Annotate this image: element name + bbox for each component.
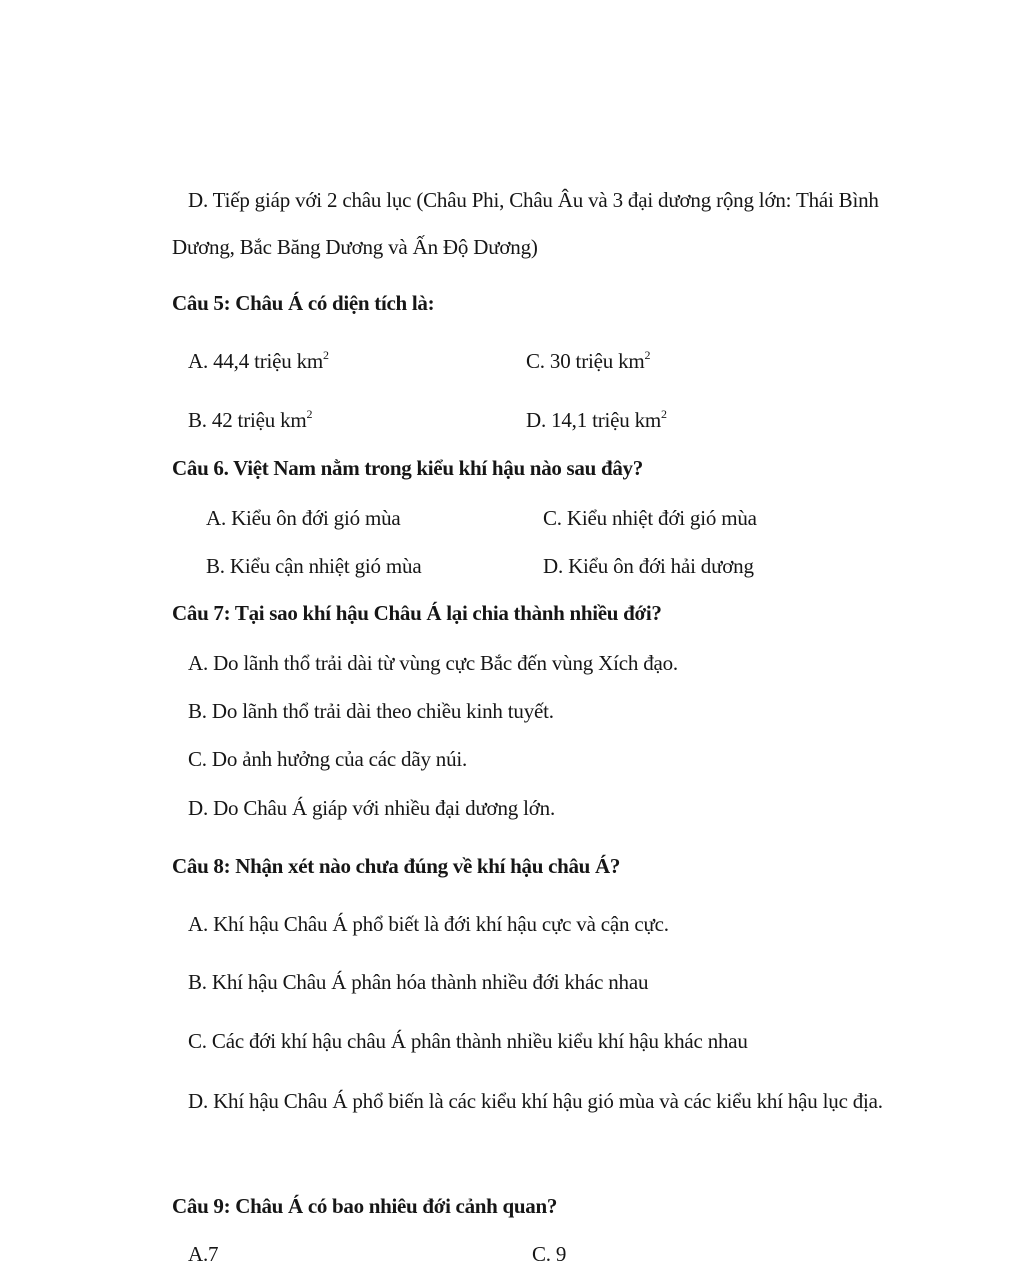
q8-option-d: D. Khí hậu Châu Á phổ biến là các kiểu khí hậu gió mùa và các kiểu khí hậu lục địa.	[188, 1089, 883, 1113]
question-5-title: Câu 5: Châu Á có diện tích là:	[172, 291, 435, 315]
q7-option-a: A. Do lãnh thổ trải dài từ vùng cực Bắc đến vùng Xích đạo.	[188, 651, 678, 675]
q8-option-a: A. Khí hậu Châu Á phổ biết là đới khí hậu cực và cận cực.	[188, 912, 669, 936]
q6-option-d: D. Kiểu ôn đới hải dương	[543, 554, 754, 578]
question-8-title: Câu 8: Nhận xét nào chưa đúng về khí hậu châu Á?	[172, 854, 621, 878]
question-6-title: Câu 6. Việt Nam nằm trong kiểu khí hậu nào sau đây?	[172, 456, 643, 480]
q7-option-d: D. Do Châu Á giáp với nhiều đại dương lớn.	[188, 796, 556, 820]
question-7-title: Câu 7: Tại sao khí hậu Châu Á lại chia thành nhiều đới?	[172, 601, 662, 625]
q8-option-c: C. Các đới khí hậu châu Á phân thành nhiều kiểu khí hậu khác nhau	[188, 1029, 748, 1053]
q9-option-c: C. 9	[532, 1242, 567, 1266]
q5-option-a: A. 44,4 triệu $km^2$	[188, 348, 329, 373]
q6-option-b: B. Kiểu cận nhiệt gió mùa	[206, 554, 422, 578]
intro-line-2: Dương, Bắc Băng Dương và Ấn Độ Dương)	[172, 235, 538, 259]
q6-option-a: A. Kiểu ôn đới gió mùa	[206, 506, 401, 530]
q7-option-c: C. Do ảnh hưởng của các dãy núi.	[188, 747, 468, 771]
q7-option-b: B. Do lãnh thổ trải dài theo chiều kinh tuyết.	[188, 699, 554, 723]
q9-option-a: A.7	[188, 1242, 219, 1266]
q5-option-c: C. 30 triệu $km^2$	[526, 348, 651, 373]
q6-option-c: C. Kiểu nhiệt đới gió mùa	[543, 506, 757, 530]
intro-line-1: D. Tiếp giáp với 2 châu lục (Châu Phi, Châu Âu và 3 đại dương rộng lớn: Thái Bình	[188, 188, 879, 212]
q5-option-b: B. 42 triệu $km^2$	[188, 407, 313, 432]
question-9-title: Câu 9: Châu Á có bao nhiêu đới cảnh quan?	[172, 1194, 558, 1218]
q5-option-d: D. 14,1 triệu $km^2$	[526, 407, 667, 432]
q8-option-b: B. Khí hậu Châu Á phân hóa thành nhiều đới khác nhau	[188, 970, 649, 994]
